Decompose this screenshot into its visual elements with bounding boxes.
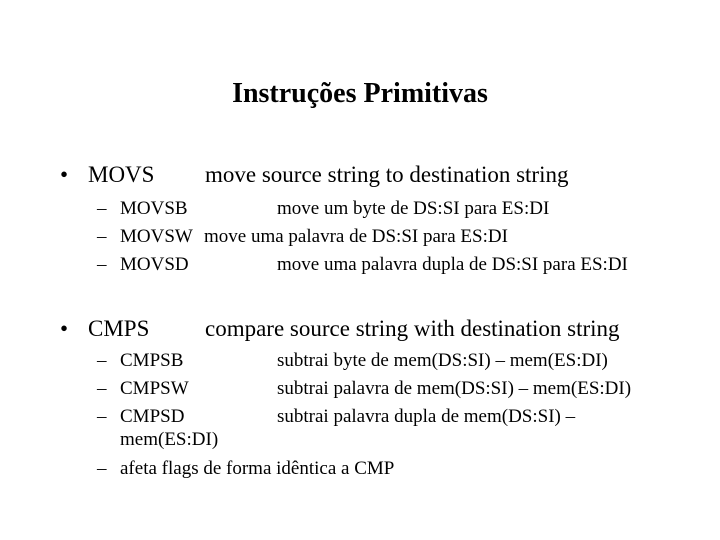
- subitem-term: CMPSB: [120, 350, 184, 371]
- subitem-marker: –: [97, 226, 107, 247]
- subitem-description: subtrai palavra de mem(DS:SI) – mem(ES:DI): [277, 378, 632, 399]
- subitem-marker: –: [97, 350, 107, 371]
- subitem-term: MOVSW: [120, 226, 193, 247]
- subitem-marker: –: [97, 458, 107, 479]
- bullet-term: CMPS: [88, 316, 150, 341]
- subitem-marker: –: [97, 378, 107, 399]
- subitem-description: subtrai palavra dupla de mem(DS:SI) –: [277, 406, 576, 427]
- bullet-description: move source string to destination string: [205, 162, 569, 187]
- subitem-term: MOVSD: [120, 254, 189, 275]
- subitem-description: move uma palavra dupla de DS:SI para ES:DI: [277, 254, 628, 275]
- subitem-description: move uma palavra de DS:SI para ES:DI: [204, 226, 508, 247]
- subitem-continuation: mem(ES:DI): [120, 429, 219, 450]
- subitem-term: CMPSW: [120, 378, 189, 399]
- subitem-term: CMPSD: [120, 406, 185, 427]
- subitem-description: subtrai byte de mem(DS:SI) – mem(ES:DI): [277, 350, 608, 371]
- subitem-term: MOVSB: [120, 198, 188, 219]
- slide-title: Instruções Primitivas: [232, 78, 488, 109]
- subitem-description: move um byte de DS:SI para ES:DI: [277, 198, 550, 219]
- subitem-marker: –: [97, 254, 107, 275]
- bullet-marker: •: [60, 316, 69, 341]
- bullet-marker: •: [60, 162, 69, 187]
- subitem-marker: –: [97, 406, 107, 427]
- bullet-term: MOVS: [88, 162, 155, 187]
- subitem-term: afeta flags de forma idêntica a CMP: [120, 458, 395, 479]
- subitem-marker: –: [97, 198, 107, 219]
- bullet-description: compare source string with destination string: [205, 316, 620, 341]
